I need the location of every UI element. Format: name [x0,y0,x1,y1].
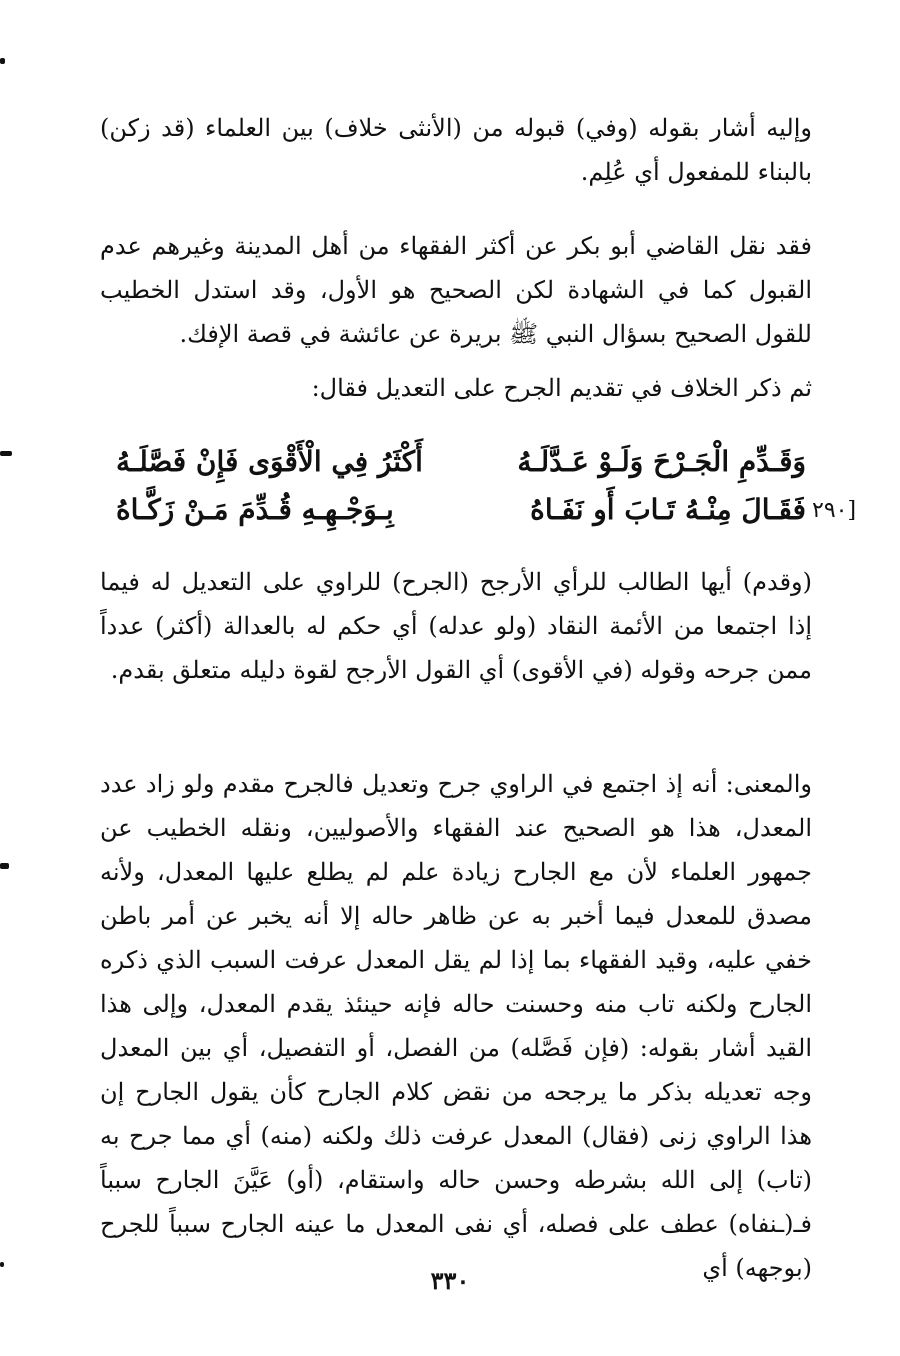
scan-edge-mark-bottom [0,1262,4,1267]
paragraph-3: ثم ذكر الخلاف في تقديم الجرح على التعديل فقال: [311,374,812,402]
page-number: ٣٣٠ [430,1266,470,1295]
verse-1-first-hemistich: وَقَـدِّمِ الْجَـرْحَ وَلَـوْ عَـدَّلَـهُ [517,445,806,478]
paragraph-2: فقد نقل القاضي أبو بكر عن أكثر الفقهاء من أهل المدينة وغيرهم عدم القبول كما في الشهادة لكن الصحيح هو الأول، وقد استدل الخطيب للقول الصحيح بسؤال النبي ﷺ بريرة عن عائشة في قصة الإفك. [100,232,812,348]
verse-line-2 [116,484,806,536]
verse-2-second-hemistich: بِـوَجْـهِـهِ قُـدِّمَ مَـنْ زَكَّـاهُ [116,493,394,526]
paragraph-1: وإليه أشار بقوله (وفي) قبوله من (الأنثى خلاف) بين العلماء (قد زكن) بالبناء للمفعول أي عُلِم. [100,114,812,186]
scan-edge-mark-middle [0,451,12,456]
verse-1-second-hemistich: أَكْثَرُ فِي الْأَقْوَى فَإِنْ فَصَّلَـهُ [116,445,423,478]
verse-2-first-hemistich: فَقَـالَ مِنْـهُ تَـابَ أَو نَفَـاهُ [530,493,806,526]
paragraph-5: والمعنى: أنه إذ اجتمع في الراوي جرح وتعديل فالجرح مقدم ولو زاد عدد المعدل، هذا هو الصحيح عند الفقهاء والأصوليين، ونقله الخطيب عن جمهور العلماء لأن مع الجارح زيادة علم لم يطلع عليها المعدل، ولأنه مصدق للمعدل فيما أخبر به عن ظاهر حاله إلا أنه يخبر عن أمر باطن خفي عليه، وقيد الفقهاء بما إذا لم يقل المعدل عرفت السبب الذي ذكره الجارح ولكنه تاب منه وحسنت حاله فإنه حينئذ يقدم المعدل، وإلى هذا القيد أشار بقوله: (فإن فَصَّله) من الفصل، أو التفصيل، أي بين المعدل وجه تعديله بذكر ما يرجحه من نقض كلام الجارح كأن يقول الجارح إن هذا الراوي زنى (فقال) المعدل عرفت ذلك ولكنه (منه) أي مما جرح به (تاب) إلى الله بشرطه وحسن حاله واستقام، (أو) عَيَّنَ الجارح سبباً فـ(ـنفاه) عطف على فصله، أي نفى المعدل ما عينه الجارح سبباً للجرح (بوجهه) أي [100,770,812,1282]
verse-number: [٢٩٠ [812,498,857,523]
verse-line-1 [116,436,806,488]
paragraph-4: (وقدم) أيها الطالب للرأي الأرجح (الجرح) للراوي على التعديل له فيما إذا اجتمعا من الأئمة النقاد (ولو عدله) أي حكم له بالعدالة (أكثر) عدداً ممن جرحه وقوله (في الأقوى) أي القول الأرجح لقوة دليله متعلق بقدم. [100,568,812,684]
scan-edge-mark-lower [0,863,9,869]
scan-edge-mark-top [0,58,5,64]
